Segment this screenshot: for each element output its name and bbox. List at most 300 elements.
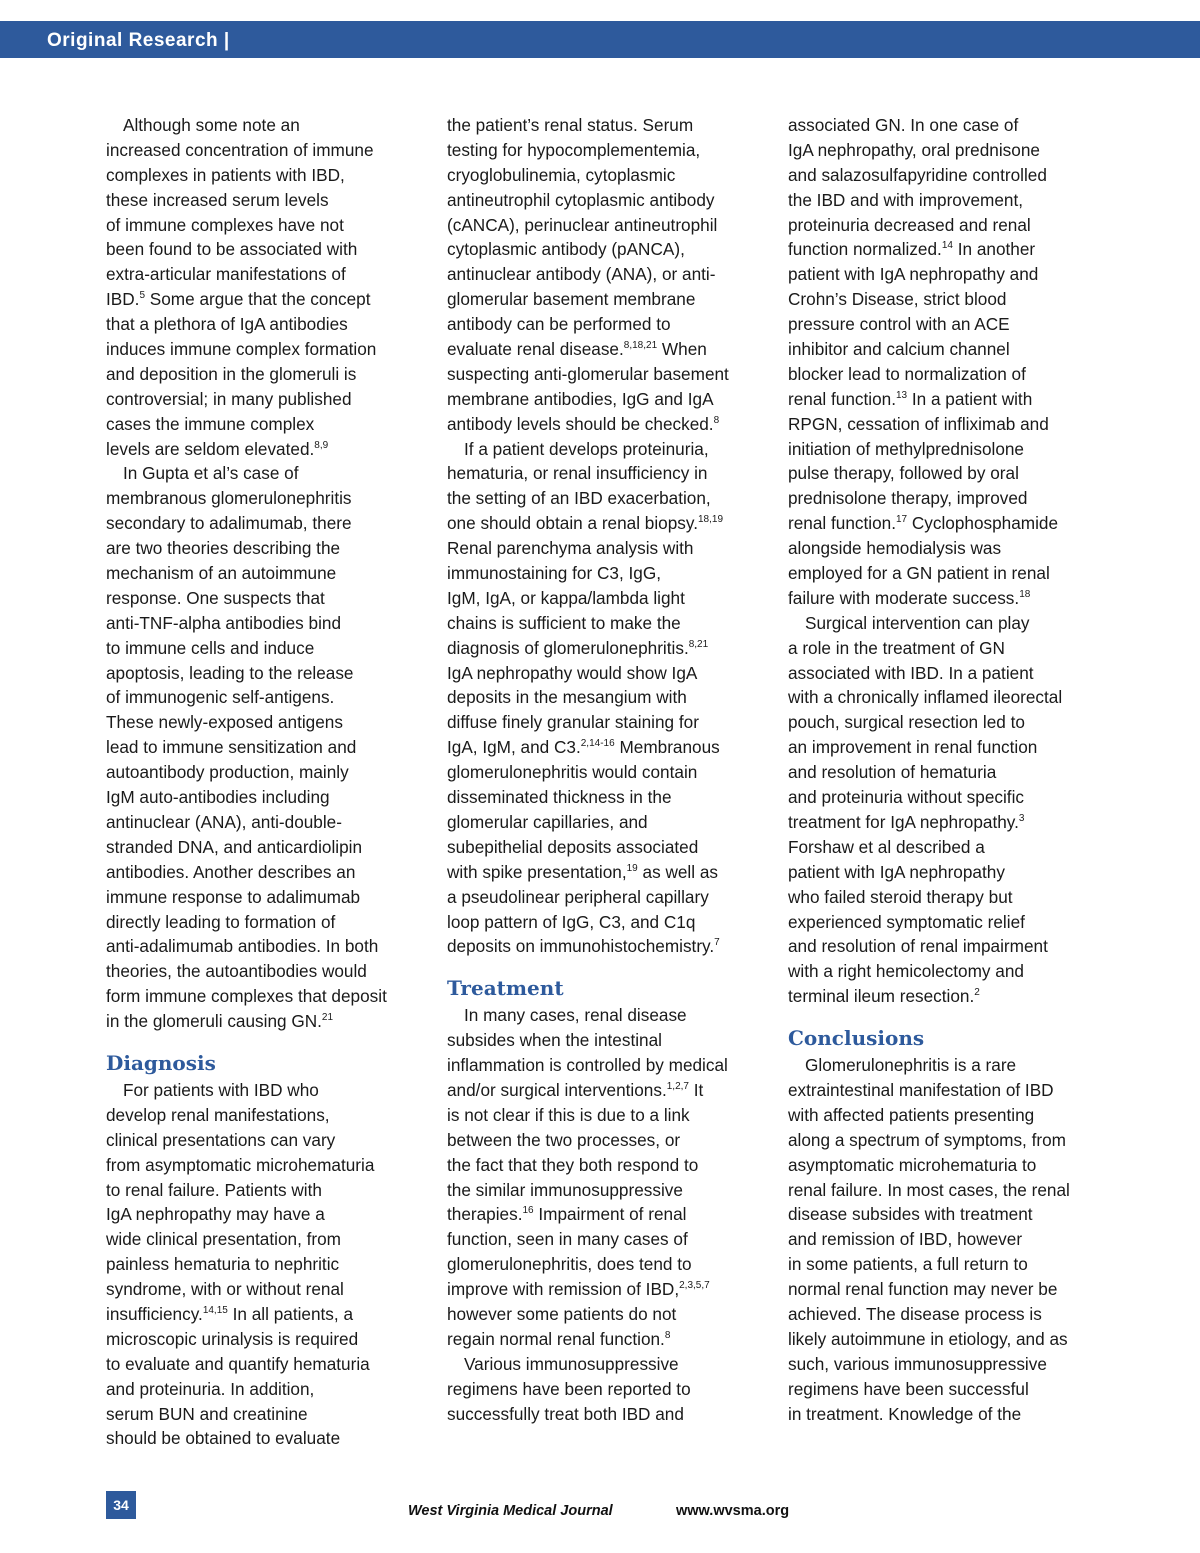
text-line <box>106 1202 418 1227</box>
text-line <box>788 1302 1106 1327</box>
line-text: wide clinical presentation, from <box>106 1229 342 1250</box>
line-text: employed for a GN patient in renal <box>788 563 1050 584</box>
line-text: normal renal function may never be <box>788 1279 1058 1300</box>
text-line <box>106 685 418 710</box>
text-line <box>106 636 418 661</box>
section-heading: Diagnosis <box>106 1050 216 1075</box>
text-line <box>106 1078 418 1103</box>
line-text: and/or surgical interventions. <box>447 1079 667 1100</box>
text-line <box>106 934 418 959</box>
line-text: autoantibody production, mainly <box>106 762 349 783</box>
text-line <box>788 511 1106 536</box>
citation-superscript: 7 <box>714 937 720 949</box>
text-line <box>447 661 765 686</box>
text-line <box>447 1178 765 1203</box>
line-text: improve with remission of IBD, <box>447 1279 680 1300</box>
citation-superscript: 14,15 <box>202 1304 228 1316</box>
section-label: Original Research | <box>47 30 230 51</box>
line-text: therapies. <box>447 1204 523 1225</box>
line-text: and proteinuria without specific <box>788 787 1024 808</box>
text-line <box>447 287 765 312</box>
line-text: between the two processes, or <box>447 1129 681 1150</box>
section-gap <box>447 959 765 973</box>
line-text: antinuclear (ANA), anti-double- <box>106 811 342 832</box>
text-column-1 <box>106 113 418 1451</box>
text-line <box>106 1227 418 1252</box>
line-text: subsides when the intestinal <box>447 1030 662 1051</box>
text-line <box>447 437 765 462</box>
line-text: to evaluate and quantify hematuria <box>106 1353 370 1374</box>
text-line <box>788 735 1106 760</box>
citation-superscript: 8 <box>664 1329 671 1341</box>
line-text: immunostaining for C3, IgG, <box>447 563 661 584</box>
text-line <box>106 213 418 238</box>
text-line <box>106 1352 418 1377</box>
text-line <box>106 1178 418 1203</box>
text-line <box>447 312 765 337</box>
line-text: Surgical intervention can play <box>805 612 1030 633</box>
journal-name: West Virginia Medical Journal <box>408 1503 613 1519</box>
line-text: membranous glomerulonephritis <box>106 488 352 509</box>
text-line <box>788 959 1106 984</box>
text-line <box>106 1402 418 1427</box>
line-text: of immunogenic self-antigens. <box>106 687 335 708</box>
text-line <box>788 1202 1106 1227</box>
line-text-continued: Impairment of renal <box>533 1204 687 1225</box>
line-text: renal function. <box>788 388 896 409</box>
line-text: antibody can be performed to <box>447 314 671 335</box>
text-line <box>447 188 765 213</box>
text-line <box>788 362 1106 387</box>
line-text: response. One suspects that <box>106 587 325 608</box>
line-text: extraintestinal manifestation of IBD <box>788 1079 1054 1100</box>
text-column-3 <box>788 113 1106 1426</box>
line-text: failure with moderate success. <box>788 587 1020 608</box>
line-text-continued: It <box>689 1079 704 1100</box>
text-line <box>447 1327 765 1352</box>
line-text: clinical presentations can vary <box>106 1129 336 1150</box>
text-line <box>106 287 418 312</box>
text-line <box>788 1377 1106 1402</box>
line-text: increased concentration of immune <box>106 139 374 160</box>
line-text: These newly-exposed antigens <box>106 712 343 733</box>
line-text: in treatment. Knowledge of the <box>788 1403 1022 1424</box>
line-text-continued: as well as <box>637 861 718 882</box>
text-line <box>788 561 1106 586</box>
line-text: stranded DNA, and anticardiolipin <box>106 836 363 857</box>
line-text: patient with IgA nephropathy and <box>788 264 1039 285</box>
text-line <box>788 312 1106 337</box>
line-text: In many cases, renal disease <box>464 1005 687 1026</box>
text-line <box>106 163 418 188</box>
text-line <box>447 486 765 511</box>
text-line <box>106 735 418 760</box>
line-text: hematuria, or renal insufficiency in <box>447 463 708 484</box>
line-text: likely autoimmune in etiology, and as <box>788 1328 1068 1349</box>
line-text: Renal parenchyma analysis with <box>447 538 694 559</box>
text-line <box>447 113 765 138</box>
text-line <box>447 1352 765 1377</box>
text-line <box>447 1103 765 1128</box>
line-text: renal failure. In most cases, the renal <box>788 1179 1070 1200</box>
text-line <box>788 113 1106 138</box>
text-line <box>447 511 765 536</box>
text-line <box>788 262 1106 287</box>
line-text-continued: In a patient with <box>907 388 1033 409</box>
line-text: associated with IBD. In a patient <box>788 662 1034 683</box>
text-line <box>447 785 765 810</box>
line-text-continued: Cyclophosphamide <box>907 513 1059 534</box>
line-text: loop pattern of IgG, C3, and C1q <box>447 911 696 932</box>
text-line <box>447 1128 765 1153</box>
text-line <box>788 586 1106 611</box>
text-line <box>788 611 1106 636</box>
line-text-continued: When <box>657 339 707 360</box>
line-text: are two theories describing the <box>106 538 341 559</box>
text-line <box>788 1128 1106 1153</box>
line-text: Glomerulonephritis is a rare <box>805 1055 1017 1076</box>
text-line <box>106 437 418 462</box>
line-text: the similar immunosuppressive <box>447 1179 683 1200</box>
line-text: IBD. <box>106 289 140 310</box>
line-text: along a spectrum of symptoms, from <box>788 1129 1066 1150</box>
text-line <box>447 910 765 935</box>
text-line <box>106 710 418 735</box>
text-line <box>788 710 1106 735</box>
citation-superscript: 18 <box>1019 588 1031 600</box>
line-text: pouch, surgical resection led to <box>788 712 1025 733</box>
line-text: pulse therapy, followed by oral <box>788 463 1019 484</box>
line-text: immune response to adalimumab <box>106 886 361 907</box>
line-text: Crohn’s Disease, strict blood <box>788 289 1007 310</box>
line-text: mechanism of an autoimmune <box>106 563 337 584</box>
text-line <box>106 984 418 1009</box>
text-line <box>106 262 418 287</box>
text-line <box>106 1128 418 1153</box>
line-text: and remission of IBD, however <box>788 1229 1023 1250</box>
citation-superscript: 14 <box>941 240 953 252</box>
text-line <box>106 337 418 362</box>
line-text: IgA nephropathy, oral prednisone <box>788 139 1040 160</box>
line-text: with affected patients presenting <box>788 1104 1035 1125</box>
text-line <box>788 1227 1106 1252</box>
line-text: levels are seldom elevated. <box>106 438 315 459</box>
line-text: the IBD and with improvement, <box>788 189 1024 210</box>
text-line <box>447 885 765 910</box>
text-line <box>106 536 418 561</box>
line-text: and proteinuria. In addition, <box>106 1378 315 1399</box>
text-line <box>788 461 1106 486</box>
line-text: suspecting anti-glomerular basement <box>447 363 729 384</box>
line-text: complexes in patients with IBD, <box>106 164 345 185</box>
line-text: one should obtain a renal biopsy. <box>447 513 698 534</box>
text-line <box>106 362 418 387</box>
line-text: chains is sufficient to make the <box>447 612 681 633</box>
text-line <box>106 561 418 586</box>
line-text: induces immune complex formation <box>106 339 377 360</box>
line-text: who failed steroid therapy but <box>788 886 1013 907</box>
text-line <box>447 735 765 760</box>
line-text: cryoglobulinemia, cytoplasmic <box>447 164 676 185</box>
text-line <box>447 213 765 238</box>
line-text: proteinuria decreased and renal <box>788 214 1031 235</box>
line-text: renal function. <box>788 513 896 534</box>
line-text: anti-adalimumab antibodies. In both <box>106 936 379 957</box>
text-line <box>106 1277 418 1302</box>
line-text: function, seen in many cases of <box>447 1229 688 1250</box>
citation-superscript: 2,14-16 <box>580 738 615 750</box>
line-text: an improvement in renal function <box>788 737 1038 758</box>
line-text: For patients with IBD who <box>123 1079 319 1100</box>
line-text: extra-articular manifestations of <box>106 264 346 285</box>
text-line <box>447 810 765 835</box>
text-line <box>447 1277 765 1302</box>
text-line <box>788 810 1106 835</box>
line-text: the setting of an IBD exacerbation, <box>447 488 711 509</box>
text-line <box>788 1178 1106 1203</box>
text-line <box>447 710 765 735</box>
text-line <box>447 262 765 287</box>
text-line <box>106 312 418 337</box>
citation-superscript: 1,2,7 <box>666 1080 689 1092</box>
line-text: deposits on immunohistochemistry. <box>447 936 715 957</box>
text-line <box>106 760 418 785</box>
text-line <box>447 1202 765 1227</box>
line-text: initiation of methylprednisolone <box>788 438 1024 459</box>
line-text-continued: In another <box>952 239 1036 260</box>
line-text: should be obtained to evaluate <box>106 1428 341 1449</box>
line-text: glomerular basement membrane <box>447 289 696 310</box>
line-text: the patient’s renal status. Serum <box>447 115 694 135</box>
text-line <box>788 1053 1106 1078</box>
text-line <box>788 1103 1106 1128</box>
line-text: form immune complexes that deposit <box>106 986 387 1007</box>
line-text: and resolution of renal impairment <box>788 936 1048 957</box>
text-line <box>447 934 765 959</box>
text-line <box>788 760 1106 785</box>
citation-superscript: 3 <box>1018 812 1025 824</box>
line-text: a pseudolinear peripheral capillary <box>447 886 709 907</box>
text-line <box>788 934 1106 959</box>
citation-superscript: 18,19 <box>698 514 724 526</box>
line-text: pressure control with an ACE <box>788 314 1010 335</box>
text-line <box>447 1078 765 1103</box>
line-text: disseminated thickness in the <box>447 787 672 808</box>
text-line <box>106 113 418 138</box>
text-line <box>447 760 765 785</box>
text-line <box>788 138 1106 163</box>
line-text: with spike presentation, <box>447 861 627 882</box>
line-text: apoptosis, leading to the release <box>106 662 354 683</box>
text-line <box>788 486 1106 511</box>
line-text: theories, the autoantibodies would <box>106 961 367 982</box>
line-text: antinuclear antibody (ANA), or anti- <box>447 264 716 285</box>
line-text: in the glomeruli causing GN. <box>106 1011 322 1032</box>
line-text: serum BUN and creatinine <box>106 1403 308 1424</box>
line-text: syndrome, with or without renal <box>106 1279 344 1300</box>
line-text: Although some note an <box>123 115 300 135</box>
text-line <box>106 237 418 262</box>
text-line <box>788 661 1106 686</box>
line-text: asymptomatic microhematuria to <box>788 1154 1037 1175</box>
text-line <box>106 611 418 636</box>
text-line <box>788 1252 1106 1277</box>
text-line <box>106 1327 418 1352</box>
text-line <box>447 1227 765 1252</box>
text-line <box>788 1327 1106 1352</box>
citation-superscript: 13 <box>895 389 908 401</box>
line-text: subepithelial deposits associated <box>447 836 699 857</box>
text-line <box>788 1153 1106 1178</box>
line-text: (cANCA), perinuclear antineutrophil <box>447 214 718 235</box>
text-line <box>447 362 765 387</box>
line-text: to immune cells and induce <box>106 637 315 658</box>
section-gap <box>106 1034 418 1048</box>
journal-url[interactable]: www.wvsma.org <box>676 1503 790 1519</box>
line-text: alongside hemodialysis was <box>788 538 1002 559</box>
line-text: inhibitor and calcium channel <box>788 339 1010 360</box>
text-line <box>106 785 418 810</box>
line-text: regain normal renal function. <box>447 1328 665 1349</box>
text-line <box>447 1028 765 1053</box>
text-line <box>447 636 765 661</box>
text-line <box>106 1103 418 1128</box>
text-line <box>447 536 765 561</box>
text-line <box>788 1352 1106 1377</box>
line-text-continued: Membranous <box>614 737 720 758</box>
line-text: these increased serum levels <box>106 189 329 210</box>
line-text: directly leading to formation of <box>106 911 336 932</box>
line-text: and deposition in the glomeruli is <box>106 363 357 384</box>
line-text: antibody levels should be checked. <box>447 413 714 434</box>
text-line <box>788 412 1106 437</box>
line-text: insufficiency. <box>106 1303 203 1324</box>
text-line <box>447 1302 765 1327</box>
line-text: such, various immunosuppressive <box>788 1353 1047 1374</box>
line-text: successfully treat both IBD and <box>447 1403 684 1424</box>
citation-superscript: 8 <box>713 414 720 426</box>
line-text: terminal ileum resection. <box>788 986 975 1007</box>
line-text: IgA nephropathy would show IgA <box>447 662 698 683</box>
line-text: cases the immune complex <box>106 413 315 434</box>
line-text: diagnosis of glomerulonephritis. <box>447 637 689 658</box>
text-line <box>106 486 418 511</box>
line-text: secondary to adalimumab, there <box>106 513 352 534</box>
text-line <box>788 188 1106 213</box>
text-line <box>106 461 418 486</box>
text-line <box>106 188 418 213</box>
line-text: In Gupta et al’s case of <box>123 463 299 484</box>
line-text: lead to immune sensitization and <box>106 737 357 758</box>
line-text: If a patient develops proteinuria, <box>464 438 709 459</box>
line-text-continued: In all patients, a <box>227 1303 354 1324</box>
line-text: IgA, IgM, and C3. <box>447 737 581 758</box>
text-line <box>106 860 418 885</box>
text-line <box>106 412 418 437</box>
section-header-bar <box>0 21 1200 58</box>
text-line <box>106 959 418 984</box>
line-text-continued: Some argue that the concept <box>145 289 371 310</box>
text-line <box>788 387 1106 412</box>
text-line <box>788 213 1106 238</box>
text-line <box>788 437 1106 462</box>
text-line <box>106 1009 418 1034</box>
citation-superscript: 17 <box>895 514 908 526</box>
text-line <box>788 1402 1106 1427</box>
text-line <box>788 337 1106 362</box>
text-line <box>447 1402 765 1427</box>
text-line <box>788 860 1106 885</box>
line-text: associated GN. In one case of <box>788 115 1019 135</box>
line-text: Various immunosuppressive <box>464 1353 679 1374</box>
text-line <box>447 1003 765 1028</box>
section-heading: Treatment <box>447 976 564 1001</box>
text-line <box>447 387 765 412</box>
section-heading: Conclusions <box>788 1026 925 1051</box>
line-text: from asymptomatic microhematuria <box>106 1154 375 1175</box>
line-text: controversial; in many published <box>106 388 352 409</box>
text-line <box>447 860 765 885</box>
text-line <box>106 1426 418 1451</box>
text-line <box>447 337 765 362</box>
citation-superscript: 16 <box>522 1205 534 1217</box>
text-line <box>447 685 765 710</box>
text-line <box>106 387 418 412</box>
line-text: to renal failure. Patients with <box>106 1179 322 1200</box>
line-text: glomerulonephritis, does tend to <box>447 1254 692 1275</box>
line-text: a role in the treatment of GN <box>788 637 1005 658</box>
text-line <box>447 1153 765 1178</box>
line-text: IgA nephropathy may have a <box>106 1204 325 1225</box>
line-text: with a right hemicolectomy and <box>788 961 1024 982</box>
line-text: painless hematuria to nephritic <box>106 1254 340 1275</box>
text-line <box>447 412 765 437</box>
line-text: regimens have been reported to <box>447 1378 691 1399</box>
line-text: cytoplasmic antibody (pANCA), <box>447 239 685 260</box>
line-text: deposits in the mesangium with <box>447 687 687 708</box>
line-text: IgM, IgA, or kappa/lambda light <box>447 587 685 608</box>
text-line <box>106 885 418 910</box>
text-line <box>788 237 1106 262</box>
text-line <box>788 885 1106 910</box>
line-text: anti-TNF-alpha antibodies bind <box>106 612 342 633</box>
text-line <box>447 611 765 636</box>
line-text: experienced symptomatic relief <box>788 911 1025 932</box>
line-text: IgM auto-antibodies including <box>106 787 330 808</box>
text-line <box>106 138 418 163</box>
text-line <box>788 685 1106 710</box>
line-text: regimens have been successful <box>788 1378 1029 1399</box>
text-line <box>447 461 765 486</box>
text-line <box>106 1302 418 1327</box>
line-text: microscopic urinalysis is required <box>106 1328 359 1349</box>
line-text: patient with IgA nephropathy <box>788 861 1005 882</box>
citation-superscript: 8,9 <box>314 439 329 451</box>
line-text: in some patients, a full return to <box>788 1254 1028 1275</box>
text-column-2 <box>447 113 765 1426</box>
line-text: antibodies. Another describes an <box>106 861 356 882</box>
text-line <box>788 785 1106 810</box>
text-line <box>106 1153 418 1178</box>
text-line <box>106 511 418 536</box>
citation-superscript: 5 <box>139 290 145 302</box>
line-text: and salazosulfapyridine controlled <box>788 164 1047 185</box>
citation-superscript: 21 <box>321 1012 334 1024</box>
citation-superscript: 8,21 <box>688 638 709 650</box>
text-line <box>447 237 765 262</box>
line-text: achieved. The disease process is <box>788 1303 1042 1324</box>
line-text: treatment for IgA nephropathy. <box>788 811 1019 832</box>
